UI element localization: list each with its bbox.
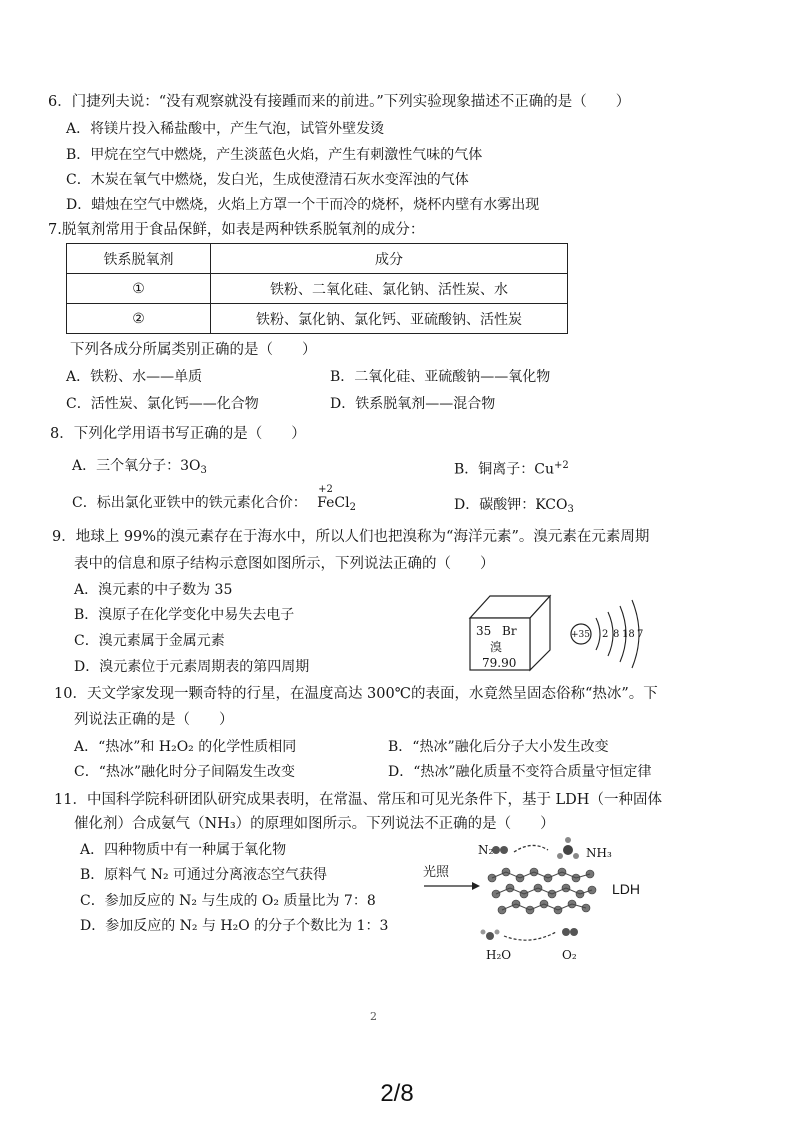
q11-stem-line1: 11．中国科学院科研团队研究成果表明，在常温、常压和可见光条件下，基于 LDH（一种固体 xyxy=(54,792,662,808)
element-symbol: Br xyxy=(502,624,517,638)
q7-stem: 7.脱氧剂常用于食品保鲜，如表是两种铁系脱氧剂的成分： xyxy=(48,222,425,238)
atom-nucleus-label: +35 xyxy=(571,630,590,640)
nh3-label: NH₃ xyxy=(586,846,612,860)
q11-option-b: B．原料气 N₂ 可通过分离液态空气获得 xyxy=(80,867,328,883)
element-name: 溴 xyxy=(490,640,503,654)
q8-option-c-text: C．标出氯化亚铁中的铁元素化合价： xyxy=(72,495,307,511)
q8-option-a-text: A．三个氧分子：3O xyxy=(72,458,201,474)
table-header-cell: 铁系脱氧剂 xyxy=(67,244,211,274)
atom-shell-3: 18 xyxy=(622,629,635,640)
table-cell: ① xyxy=(67,274,211,304)
q8-option-b xyxy=(454,457,569,479)
q8-option-d-text: D．碳酸钾：KCO xyxy=(454,497,568,513)
atom-shell-4: 7 xyxy=(637,629,644,640)
q11-stem-line2: 催化剂）合成氨气（NH₃）的原理如图所示。下列说法不正确的是（ ） xyxy=(74,816,555,832)
q6-option-c: C．木炭在氧气中燃烧，发白光，生成使澄清石灰水变浑浊的气体 xyxy=(66,172,469,188)
atom-shell-2: 8 xyxy=(613,629,620,640)
q6-stem: 6．门捷列夫说：“没有观察就没有接踵而来的前进。”下列实验现象描述不正确的是（ ） xyxy=(48,94,631,110)
q9-option-b: B．溴原子在化学变化中易失去电子 xyxy=(74,607,295,623)
q9-option-d: D．溴元素位于元素周期表的第四周期 xyxy=(74,659,310,675)
q8-option-c xyxy=(72,484,356,517)
q10-option-c: C．“热冰”融化时分子间隔发生改变 xyxy=(74,764,296,780)
light-label: 光照 xyxy=(423,865,450,880)
n2-label: N₂ xyxy=(478,843,494,857)
deoxidizer-table xyxy=(66,243,568,334)
q11-option-a: A．四种物质中有一种属于氧化物 xyxy=(80,842,287,858)
q7-option-d: D．铁系脱氧剂——混合物 xyxy=(330,396,496,412)
q10-stem-line1: 10．天文学家发现一颗奇特的行星，在温度高达 300℃的表面，水竟然呈固态俗称“热冰”。下 xyxy=(54,686,658,702)
table-cell: 铁粉、氯化钠、氯化钙、亚硫酸钠、活性炭 xyxy=(211,304,568,334)
q11-option-d: D．参加反应的 N₂ 与 H₂O 的分子个数比为 1：3 xyxy=(80,918,389,934)
q8-option-a-sub: 3 xyxy=(200,465,207,476)
q8-stem: 8．下列化学用语书写正确的是（ ） xyxy=(50,426,306,442)
fecl2-sub: 2 xyxy=(349,502,356,513)
element-mass: 79.90 xyxy=(482,656,517,670)
q11-option-c: C．参加反应的 N₂ 与生成的 O₂ 质量比为 7：8 xyxy=(80,893,376,909)
q9-stem-line1: 9．地球上 99%的溴元素存在于海水中，所以人们也把溴称为“海洋元素”。溴元素在元素周期 xyxy=(52,529,650,545)
table-header-row xyxy=(67,244,568,274)
q10-option-b: B．“热冰”融化后分子大小发生改变 xyxy=(388,739,609,755)
q6-option-b: B．甲烷在空气中燃烧，产生淡蓝色火焰，产生有刺激性气味的气体 xyxy=(66,147,483,163)
q10-stem-line2: 列说法正确的是（ ） xyxy=(74,712,234,728)
page-number: 2/8 xyxy=(380,1080,414,1107)
fecl2-formula xyxy=(317,484,356,517)
q10-option-a: A．“热冰”和 H₂O₂ 的化学性质相同 xyxy=(74,739,297,755)
q6-option-a: A．将镁片投入稀盐酸中，产生气泡，试管外壁发烫 xyxy=(66,121,385,137)
q9-option-c: C．溴元素属于金属元素 xyxy=(74,633,225,649)
element-number: 35 xyxy=(476,624,492,638)
q8-option-b-sup: +2 xyxy=(554,460,569,471)
q7-option-b: B．二氧化硅、亚硫酸钠——氧化物 xyxy=(330,369,551,385)
table-row xyxy=(67,304,568,334)
q8-option-a xyxy=(72,457,207,480)
q7-question: 下列各成分所属类别正确的是（ ） xyxy=(70,342,317,358)
q7-option-a: A．铁粉、水——单质 xyxy=(66,369,203,385)
h2o-label: H₂O xyxy=(486,948,512,962)
table-cell: ② xyxy=(67,304,211,334)
footer-mark: 2 xyxy=(370,1010,377,1023)
table-cell: 铁粉、二氧化硅、氯化钠、活性炭、水 xyxy=(211,274,568,304)
q8-option-d-sub: 3 xyxy=(567,504,574,515)
atom-shell-1: 2 xyxy=(602,629,609,640)
table-header-cell: 成分 xyxy=(211,244,568,274)
q7-option-c: C．活性炭、氯化钙——化合物 xyxy=(66,396,259,412)
q10-option-d: D．“热冰”融化质量不变符合质量守恒定律 xyxy=(388,764,652,780)
fecl2-text: FeCl xyxy=(317,495,350,511)
q6-option-d: D．蜡烛在空气中燃烧，火焰上方罩一个干而冷的烧杯，烧杯内壁有水雾出现 xyxy=(66,197,540,213)
o2-label: O₂ xyxy=(562,948,577,962)
q9-stem-line2: 表中的信息和原子结构示意图如图所示，下列说法正确的（ ） xyxy=(74,556,495,572)
table-row xyxy=(67,274,568,304)
q9-option-a: A．溴元素的中子数为 35 xyxy=(74,582,233,598)
ldh-label: LDH xyxy=(612,881,641,897)
fecl2-valence: +2 xyxy=(318,484,333,495)
q8-option-b-text: B．铜离子：Cu xyxy=(454,461,555,478)
q8-option-d xyxy=(454,496,574,519)
